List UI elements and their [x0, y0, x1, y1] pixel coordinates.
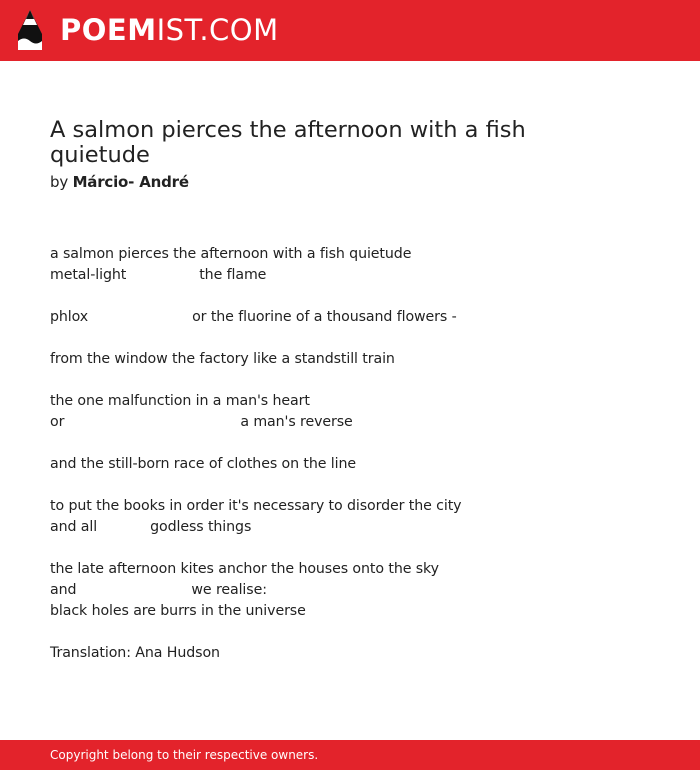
author-link[interactable]: Márcio- André — [72, 173, 189, 191]
site-logo-link[interactable] — [16, 8, 279, 52]
poem-line-text: or — [50, 414, 65, 430]
site-footer — [0, 740, 700, 770]
poem-line — [50, 349, 610, 370]
poem-line-text: and all — [50, 519, 98, 535]
logo-bold-text: POEM — [60, 13, 157, 47]
poem-line — [50, 496, 610, 517]
poem-line-text: the one malfunction in a man's heart — [50, 393, 310, 409]
poem-line — [50, 391, 610, 412]
poem-line-text: a salmon pierces the afternoon with a fish quietude — [50, 246, 412, 262]
poem-line-text: the flame — [199, 267, 267, 283]
poem-body — [50, 244, 610, 685]
stanza — [50, 559, 610, 622]
poem-line — [50, 601, 610, 622]
poem-line — [50, 265, 610, 286]
stanza — [50, 496, 610, 538]
poem-line-text: metal-light — [50, 267, 127, 283]
logo-wordmark — [60, 8, 279, 52]
copyright-text: Copyright belong to their respective owners. — [50, 748, 319, 762]
poem-line — [50, 580, 610, 601]
poem-line-text: the late afternoon kites anchor the houses onto the sky — [50, 561, 439, 577]
stanza — [50, 349, 610, 370]
site-header — [0, 0, 700, 61]
poem-line — [50, 307, 610, 328]
poem-line-text: and the still-born race of clothes on the line — [50, 456, 357, 472]
poem-line-text: and — [50, 582, 77, 598]
poem-line — [50, 412, 610, 433]
poem-line-text: godless things — [150, 519, 252, 535]
poem-line-text: from the window the factory like a standstill train — [50, 351, 395, 367]
poem-line — [50, 244, 610, 265]
poem-line-text: or the fluorine of a thousand flowers - — [192, 309, 457, 325]
stanza — [50, 307, 610, 328]
byline — [50, 171, 570, 193]
poem-line-text: we realise: — [191, 582, 267, 598]
poem-line — [50, 517, 610, 538]
stanza — [50, 391, 610, 433]
stanza — [50, 244, 610, 286]
by-label: by — [50, 173, 68, 191]
stanza — [50, 454, 610, 475]
poem-line-text: a man's reverse — [240, 414, 353, 430]
logo-light-text: IST.COM — [156, 13, 279, 47]
poem-line-text: phlox — [50, 309, 89, 325]
stanza — [50, 643, 610, 664]
pen-nib-icon — [16, 8, 44, 52]
poem-header — [50, 118, 570, 193]
poem-line — [50, 643, 610, 664]
poem-line — [50, 454, 610, 475]
poem-line-text: Translation: Ana Hudson — [50, 645, 220, 661]
poem-line — [50, 559, 610, 580]
poem-line-text: black holes are burrs in the universe — [50, 603, 306, 619]
poem-line-text: to put the books in order it's necessary to disorder the city — [50, 498, 462, 514]
poem-title: A salmon pierces the afternoon with a fish quietude — [50, 117, 526, 168]
